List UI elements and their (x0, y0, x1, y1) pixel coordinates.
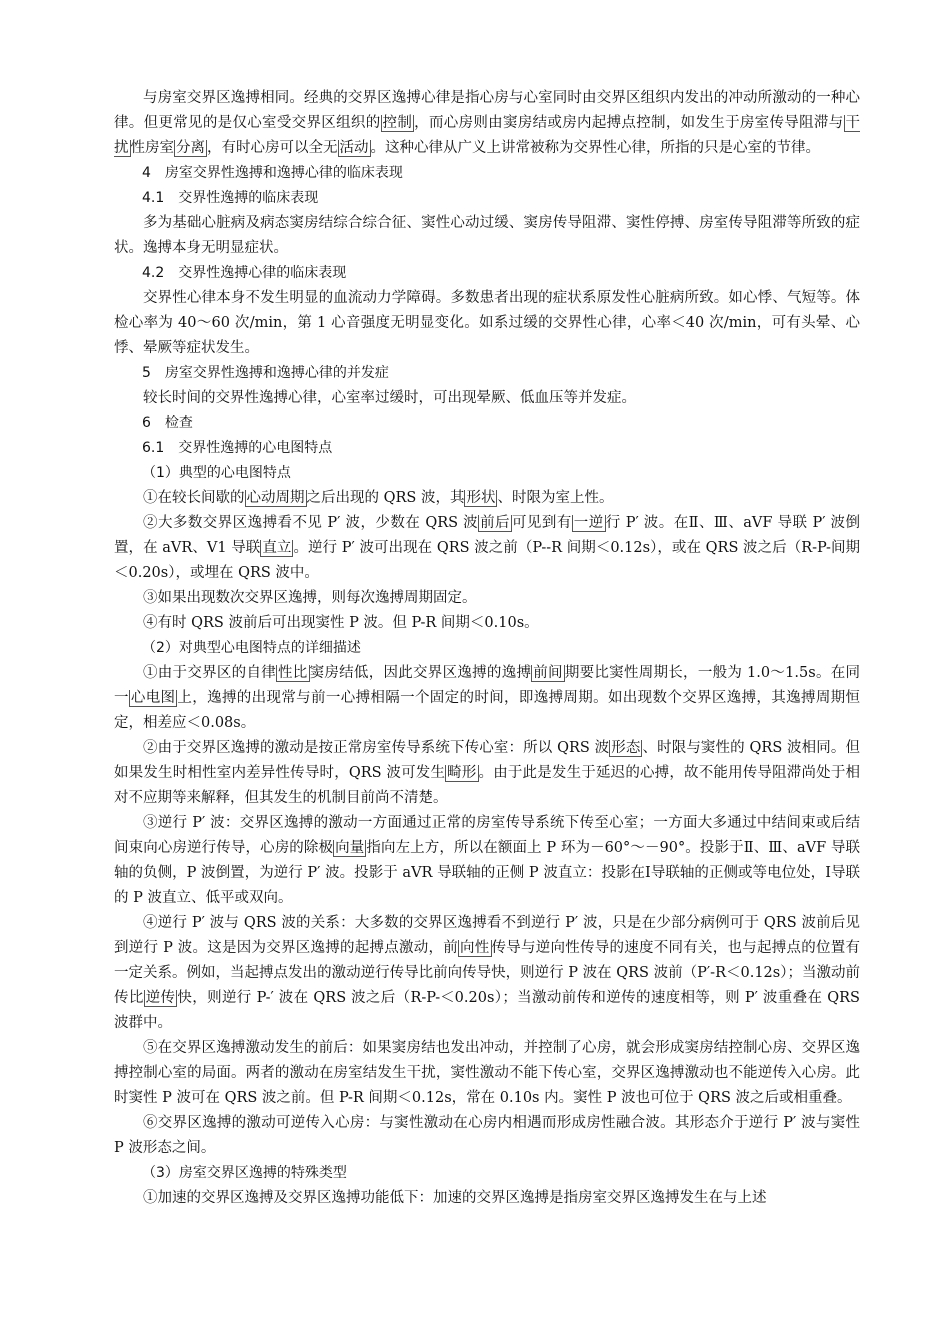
underlined-term: 心电图 (130, 690, 176, 706)
text-run: 窦房结低，因此交界区逸搏的逸搏 (309, 665, 532, 681)
body-paragraph (114, 661, 860, 736)
document-page (114, 86, 860, 1211)
body-paragraph (114, 1186, 860, 1211)
text-run: ，而心房则由窦房结或房内起搏点控制，如发生于房室传导阻滞与 (414, 115, 844, 131)
underlined-term: 活动 (339, 140, 369, 156)
underlined-term: 形态 (611, 740, 641, 756)
text-run: 。逆行 P′ 波可出现在 QRS 波之前（P--R 间期＜0.12s），或在 QRS 波之后（R-P-间期＜0.20s），或埋在 QRS 波中。 (114, 540, 861, 581)
text-run: ①加速的交界区逸搏及交界区逸搏功能低下：加速的交界区逸搏是指房室交界区逸搏发生在与上述 (143, 1190, 767, 1206)
text-run: 6 检查 (142, 415, 193, 431)
text-run: 性房室 (130, 140, 174, 156)
text-run: 、时限与窦性的 QRS 波相同。但如果发生时相性室内差异性传导时，QRS 波可发生 (114, 740, 860, 781)
text-run: 较长时间的交界性逸搏心律，心室率过缓时，可出现晕厥、低血压等并发症。 (143, 390, 636, 406)
underlined-term: 控制 (382, 115, 413, 131)
section-heading (114, 161, 860, 186)
text-run: ①由于交界区的自律 (143, 665, 277, 681)
body-paragraph (114, 386, 860, 411)
text-run: 4.2 交界性逸搏心律的临床表现 (142, 265, 347, 281)
text-run: 4.1 交界性逸搏的临床表现 (142, 190, 319, 206)
text-run: 之后出现的 QRS 波，其 (306, 490, 465, 506)
text-run: ⑤在交界区逸搏激动发生的前后：如果窦房结也发出冲动，并控制了心房，就会形成窦房结控制心房、交界区逸搏控制心室的局面。两者的激动在房室结发生干扰，窦性激动不能下传心室，交界区逸搏激动也不能逆传入心房。此时窦性 P 波可在 QRS 波之前。但 P-R 间期＜0.12s，常在 0.10s 内。窦性 P 波也可位于 QRS 波之后或相重叠。 (114, 1040, 860, 1106)
section-heading (114, 261, 860, 286)
text-run: ③逆行 P′ 波：交界区逸搏的激动一方面通过正常的房室传导系统下传至心室；一方面大多通过中结间束或后结间束向心房逆行传导，心房的除极 (114, 815, 860, 856)
underlined-term: 干扰 (114, 115, 861, 156)
body-paragraph (114, 586, 860, 611)
text-run: 6.1 交界性逸搏的心电图特点 (142, 440, 333, 456)
underlined-term: 畸形 (447, 765, 477, 781)
text-run: 行 P′ 波。在Ⅱ、Ⅲ、aVF 导联 P′ 波倒置，在 aVR、V1 导联 (114, 515, 861, 556)
body-paragraph (114, 486, 860, 511)
body-paragraph (114, 511, 860, 586)
text-run: 传导与逆向性传导的速度不同有关，也与起搏点的位置有一定关系。例如，当起搏点发出的激动逆行传导比前向传导快，则逆行 P 波在 QRS 波前（P′-R＜0.12s）；当激动前传比 (114, 940, 861, 1006)
body-paragraph (114, 811, 860, 911)
text-run: 期要比窦性周期长，一般为 1.0～1.5s。在同一 (114, 665, 861, 706)
text-run: 交界性心律本身不发生明显的血流动力学障碍。多数患者出现的症状系原发性心脏病所致。如心悸、气短等。体检心率为 40～60 次/min，第 1 心音强度无明显变化。如系过缓的交界性心律，心率＜40 次/min，可有头晕、心悸、晕厥等症状发生。 (114, 290, 860, 356)
section-heading (114, 411, 860, 436)
text-run: 5 房室交界性逸搏和逸搏心律的并发症 (142, 365, 389, 381)
underlined-term: 一逆 (573, 515, 604, 531)
text-run: ⑥交界区逸搏的激动可逆传入心房：与窦性激动在心房内相遇而形成房性融合波。其形态介于逆行 P′ 波与窦性 P 波形态之间。 (114, 1115, 860, 1156)
body-paragraph (114, 86, 860, 161)
underlined-term: 前后 (480, 515, 510, 531)
body-paragraph (114, 736, 860, 811)
underlined-term: 心动周期 (246, 490, 305, 506)
text-run: 4 房室交界性逸搏和逸搏心律的临床表现 (142, 165, 403, 181)
section-heading (114, 1161, 860, 1186)
text-run: ②大多数交界区逸搏看不见 P′ 波，少数在 QRS 波 (143, 515, 479, 531)
underlined-term: 直立 (262, 540, 292, 556)
text-run: （3）房室交界区逸搏的特殊类型 (142, 1165, 347, 1181)
text-run: 快，则逆行 P-′ 波在 QRS 波之后（R-P-＜0.20s）；当激动前传和逆传的速度相等，则 P′ 波重叠在 QRS 波群中。 (114, 990, 860, 1031)
text-run: 上，逸搏的出现常与前一心搏相隔一个固定的时间，即逸搏周期。如出现数个交界区逸搏，其逸搏周期恒定，相差应＜0.08s。 (114, 690, 861, 731)
text-run: ④有时 QRS 波前后可出现窦性 P 波。但 P-R 间期＜0.10s。 (143, 615, 539, 631)
text-run: ③如果出现数次交界区逸搏，则每次逸搏周期固定。 (143, 590, 477, 606)
text-run: 。这种心律从广义上讲常被称为交界性心律，所指的只是心室的节律。 (370, 140, 820, 156)
text-run: ②由于交界区逸搏的激动是按正常房室传导系统下传心室：所以 QRS 波 (143, 740, 610, 756)
body-paragraph (114, 911, 860, 1036)
section-heading (114, 636, 860, 661)
text-run: （2）对典型心电图特点的详细描述 (142, 640, 361, 656)
text-run: 多为基础心脏病及病态窦房结综合综合征、窦性心动过缓、窦房传导阻滞、窦性停搏、房室传导阻滞等所致的症状。逸搏本身无明显症状。 (114, 215, 860, 256)
section-heading (114, 461, 860, 486)
body-paragraph (114, 1036, 860, 1111)
text-run: 可见到有 (511, 515, 572, 531)
text-run: 指向左上方，所以在额面上 P 环为－60°～－90°。投影于Ⅱ、Ⅲ、aVF 导联轴的负侧，P 波倒置，为逆行 P′ 波。投影于 aVR 导联轴的正侧 P 波直立：投影在Ⅰ导联轴的正侧或等电位处，Ⅰ导联的 P 波直立、低平或双向。 (114, 840, 861, 906)
underlined-term: 逆传 (145, 990, 176, 1006)
section-heading (114, 186, 860, 211)
underlined-term: 向性 (459, 940, 490, 956)
underlined-term: 形状 (466, 490, 496, 506)
body-paragraph (114, 1111, 860, 1161)
body-paragraph (114, 211, 860, 261)
text-run: 。由于此是发生于延迟的心搏，故不能用传导阻滞尚处于相对不应期等来解释，但其发生的机制目前尚不清楚。 (114, 765, 861, 806)
section-heading (114, 361, 860, 386)
text-run: （1）典型的心电图特点 (142, 465, 291, 481)
underlined-term: 前间 (533, 665, 563, 681)
underlined-term: 性比 (278, 665, 308, 681)
text-run: ④逆行 P′ 波与 QRS 波的关系：大多数的交界区逸搏看不到逆行 P′ 波，只是在少部分病例可于 QRS 波前后见到逆行 P 波。这是因为交界区逸搏的起搏点激动，前 (114, 915, 860, 956)
text-run: 、时限为室上性。 (497, 490, 614, 506)
text-run: ①在较长间歇的 (143, 490, 245, 506)
text-run: 与房室交界区逸搏相同。经典的交界区逸搏心律是指心房与心室同时由交界区组织内发出的冲动所激动的一种心律。但更常见的是仅心室受交界区组织的 (114, 90, 860, 131)
body-paragraph (114, 286, 860, 361)
underlined-term: 分离 (176, 140, 205, 156)
section-heading (114, 436, 860, 461)
text-run: ，有时心房可以全无 (207, 140, 338, 156)
underlined-term: 向量 (335, 840, 365, 856)
body-paragraph (114, 611, 860, 636)
